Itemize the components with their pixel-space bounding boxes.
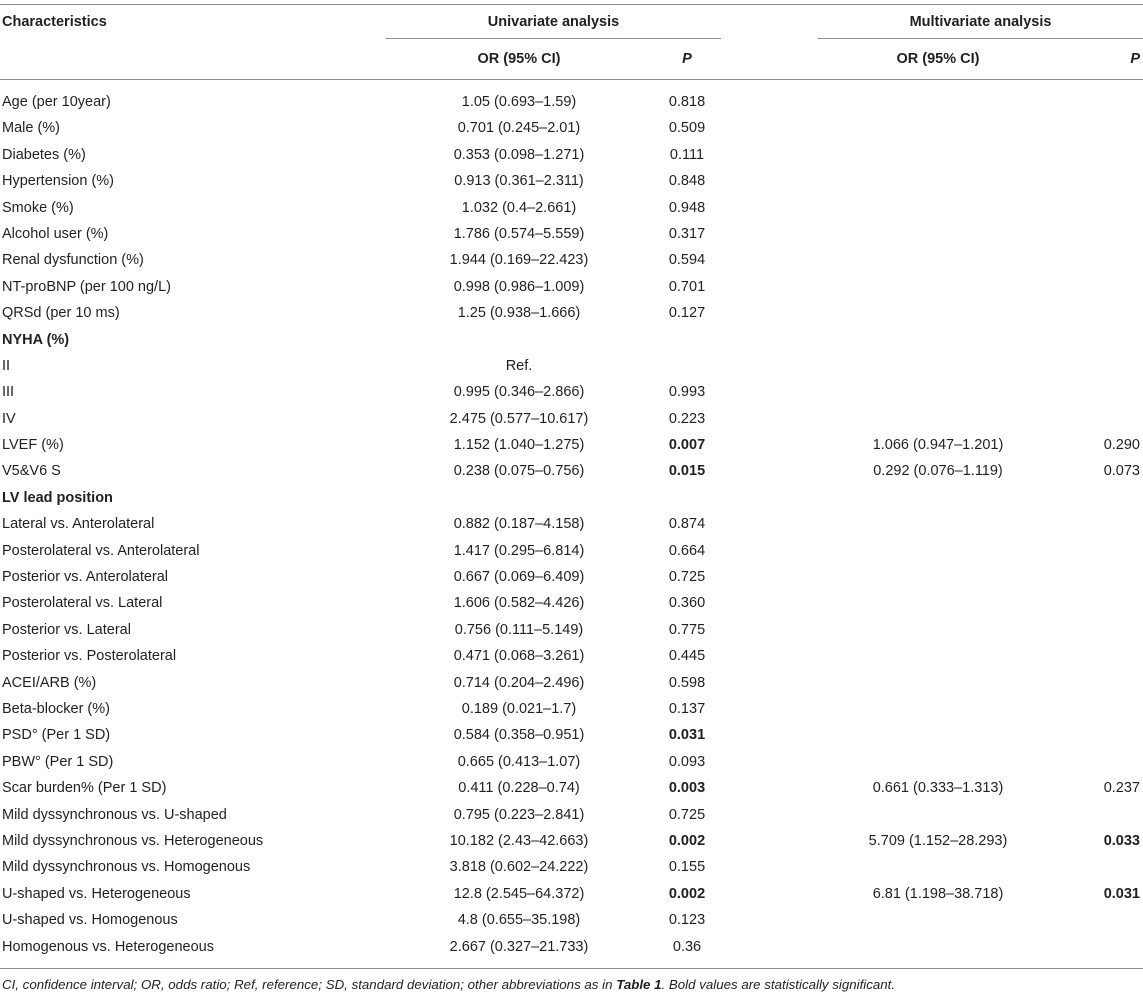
univariate-or-cell: 0.998 (0.986–1.009): [453, 278, 585, 295]
univariate-or-cell: Ref.: [505, 357, 533, 374]
row-label: Homogenous vs. Heterogeneous: [2, 938, 214, 955]
univariate-p-cell: 0.111: [669, 146, 705, 163]
table-row: [0, 223, 1143, 249]
univariate-rule: [386, 38, 721, 39]
univariate-p-cell: 0.093: [668, 753, 706, 770]
row-label: Hypertension (%): [2, 173, 115, 190]
row-label: Mild dyssynchronous vs. Homogenous: [2, 859, 251, 876]
univariate-p-cell: 0.848: [668, 173, 706, 190]
univariate-or-cell: 3.818 (0.602–24.222): [449, 859, 589, 876]
row-label: U-shaped vs. Homogenous: [2, 912, 178, 929]
table-body: [0, 91, 1143, 962]
row-label: NT-proBNP (per 100 ng/L): [2, 278, 171, 295]
table-row: [0, 619, 1143, 645]
table-row: [0, 197, 1143, 223]
row-label: Posterolateral vs. Anterolateral: [2, 542, 200, 559]
header-characteristics: Characteristics: [2, 14, 107, 30]
multivariate-or-cell: 6.81 (1.198–38.718): [872, 885, 1004, 902]
univariate-or-cell: 1.417 (0.295–6.814): [453, 542, 585, 559]
univariate-or-cell: 4.8 (0.655–35.198): [457, 912, 581, 929]
header-multivariate: Multivariate analysis: [909, 14, 1052, 30]
table-row: [0, 355, 1143, 381]
table-row: [0, 698, 1143, 724]
section-row: [0, 329, 1143, 355]
row-label: Posterior vs. Posterolateral: [2, 648, 177, 665]
multivariate-rule: [818, 38, 1143, 39]
multivariate-or-cell: 0.661 (0.333–1.313): [872, 780, 1004, 797]
univariate-p-cell: 0.874: [668, 516, 706, 533]
multivariate-p-cell: 0.033: [1103, 832, 1140, 849]
univariate-p-cell: 0.137: [668, 700, 706, 717]
univariate-or-cell: 0.471 (0.068–3.261): [453, 648, 585, 665]
univariate-p-cell: 0.031: [668, 727, 706, 744]
header-univariate-or: OR (95% CI): [477, 51, 561, 67]
table-row: [0, 724, 1143, 750]
row-label: NYHA (%): [2, 331, 70, 348]
univariate-or-cell: 0.882 (0.187–4.158): [453, 516, 585, 533]
univariate-p-cell: 0.002: [668, 885, 706, 902]
multivariate-or-cell: 5.709 (1.152–28.293): [868, 832, 1008, 849]
univariate-or-cell: 0.353 (0.098–1.271): [453, 146, 585, 163]
row-label: LVEF (%): [2, 437, 64, 454]
table-row: [0, 566, 1143, 592]
table-row: [0, 249, 1143, 275]
row-label: Male (%): [2, 120, 61, 137]
univariate-p-cell: 0.317: [668, 225, 706, 242]
univariate-p-cell: 0.818: [668, 94, 706, 110]
row-label: Beta-blocker (%): [2, 700, 110, 717]
table-bottom-rule: [0, 968, 1143, 969]
univariate-p-cell: 0.015: [668, 463, 706, 480]
table-row: [0, 592, 1143, 618]
header-univariate-p: P: [682, 51, 692, 67]
row-label: IV: [2, 410, 16, 427]
univariate-p-cell: 0.123: [668, 912, 706, 929]
row-label: PSD° (Per 1 SD): [2, 727, 111, 744]
table-footnote: [2, 977, 895, 992]
univariate-or-cell: 0.189 (0.021–1.7): [461, 700, 577, 717]
multivariate-p-cell: 0.031: [1103, 885, 1140, 902]
table-row: [0, 170, 1143, 196]
univariate-or-cell: 0.238 (0.075–0.756): [453, 463, 585, 480]
univariate-p-cell: 0.127: [668, 305, 706, 322]
row-label: V5&V6 S: [2, 463, 61, 480]
univariate-p-cell: 0.36: [672, 938, 702, 955]
table-row: [0, 302, 1143, 328]
multivariate-p-cell: 0.237: [1103, 780, 1140, 797]
row-label: Age (per 10year): [2, 94, 111, 110]
univariate-or-cell: 0.795 (0.223–2.841): [453, 806, 585, 823]
table-row: [0, 381, 1143, 407]
univariate-or-cell: 1.152 (1.040–1.275): [453, 437, 585, 454]
univariate-p-cell: 0.775: [668, 621, 706, 638]
multivariate-p-cell: 0.073: [1103, 463, 1140, 480]
row-label: Smoke (%): [2, 199, 74, 216]
header-univariate: Univariate analysis: [487, 14, 620, 30]
univariate-or-cell: 10.182 (2.43–42.663): [449, 832, 589, 849]
footnote-text-end: . Bold values are statistically significant.: [661, 977, 896, 992]
row-label: III: [2, 384, 15, 401]
footnote-table-ref: Table 1: [616, 977, 662, 992]
row-label: Posterior vs. Lateral: [2, 621, 131, 638]
row-label: U-shaped vs. Heterogeneous: [2, 885, 191, 902]
table-row: [0, 144, 1143, 170]
univariate-or-cell: 1.944 (0.169–22.423): [449, 252, 589, 269]
table-row: [0, 91, 1143, 117]
univariate-p-cell: 0.701: [668, 278, 706, 295]
table-row: [0, 883, 1143, 909]
multivariate-or-cell: 1.066 (0.947–1.201): [872, 437, 1004, 454]
univariate-p-cell: 0.993: [668, 384, 706, 401]
table-row: [0, 460, 1143, 486]
row-label: Lateral vs. Anterolateral: [2, 516, 155, 533]
univariate-p-cell: 0.725: [668, 569, 706, 586]
table-row: [0, 830, 1143, 856]
univariate-or-cell: 0.665 (0.413–1.07): [457, 753, 581, 770]
univariate-p-cell: 0.002: [668, 832, 706, 849]
univariate-p-cell: 0.598: [668, 674, 706, 691]
table-row: [0, 117, 1143, 143]
table-row: [0, 804, 1143, 830]
univariate-or-cell: 0.995 (0.346–2.866): [453, 384, 585, 401]
univariate-or-cell: 0.756 (0.111–5.149): [454, 621, 584, 638]
row-label: Mild dyssynchronous vs. Heterogeneous: [2, 832, 264, 849]
univariate-p-cell: 0.223: [668, 410, 706, 427]
univariate-or-cell: 0.667 (0.069–6.409): [453, 569, 585, 586]
table-top-rule: [0, 4, 1143, 5]
univariate-or-cell: 0.411 (0.228–0.74): [458, 780, 580, 797]
table-row: [0, 540, 1143, 566]
univariate-p-cell: 0.003: [668, 780, 706, 797]
univariate-or-cell: 0.701 (0.245–2.01): [457, 120, 581, 137]
row-label: QRSd (per 10 ms): [2, 305, 120, 322]
table-row: [0, 276, 1143, 302]
header-bottom-rule: [0, 79, 1143, 80]
univariate-p-cell: 0.948: [668, 199, 706, 216]
univariate-p-cell: 0.445: [668, 648, 706, 665]
univariate-or-cell: 0.913 (0.361–2.311): [454, 173, 584, 190]
univariate-or-cell: 2.475 (0.577–10.617): [449, 410, 589, 427]
univariate-p-cell: 0.594: [668, 252, 706, 269]
univariate-or-cell: 1.786 (0.574–5.559): [453, 225, 585, 242]
univariate-or-cell: 1.25 (0.938–1.666): [457, 305, 581, 322]
table-row: [0, 909, 1143, 935]
univariate-p-cell: 0.509: [668, 120, 706, 137]
table-row: [0, 645, 1143, 671]
table-row: [0, 408, 1143, 434]
row-label: Renal dysfunction (%): [2, 252, 144, 269]
row-label: Posterior vs. Anterolateral: [2, 569, 169, 586]
univariate-p-cell: 0.664: [668, 542, 706, 559]
row-label: Diabetes (%): [2, 146, 86, 163]
row-label: LV lead position: [2, 489, 113, 506]
table-row: [0, 936, 1143, 962]
multivariate-p-cell: 0.290: [1103, 437, 1140, 454]
row-label: PBW° (Per 1 SD): [2, 753, 114, 770]
univariate-or-cell: 1.606 (0.582–4.426): [453, 595, 585, 612]
univariate-or-cell: 1.032 (0.4–2.661): [461, 199, 577, 216]
univariate-p-cell: 0.360: [668, 595, 706, 612]
univariate-p-cell: 0.725: [668, 806, 706, 823]
univariate-or-cell: 0.584 (0.358–0.951): [453, 727, 585, 744]
header-multivariate-or: OR (95% CI): [896, 51, 980, 67]
table-row: [0, 513, 1143, 539]
univariate-p-cell: 0.155: [668, 859, 706, 876]
footnote-text: CI, confidence interval; OR, odds ratio; Ref, reference; SD, standard deviation; other abbreviations as in: [2, 977, 617, 992]
univariate-or-cell: 12.8 (2.545–64.372): [453, 885, 585, 902]
table-row: [0, 777, 1143, 803]
univariate-or-cell: 1.05 (0.693–1.59): [461, 94, 577, 110]
table-row: [0, 856, 1143, 882]
header-multivariate-p: P: [1130, 51, 1140, 67]
section-row: [0, 487, 1143, 513]
univariate-or-cell: 0.714 (0.204–2.496): [453, 674, 585, 691]
row-label: Mild dyssynchronous vs. U-shaped: [2, 806, 227, 823]
table-row: [0, 751, 1143, 777]
univariate-or-cell: 2.667 (0.327–21.733): [449, 938, 589, 955]
multivariate-or-cell: 0.292 (0.076–1.119): [873, 463, 1003, 480]
row-label: II: [2, 357, 11, 374]
row-label: Alcohol user (%): [2, 225, 109, 242]
row-label: Scar burden% (Per 1 SD): [2, 780, 167, 797]
univariate-p-cell: 0.007: [668, 437, 706, 454]
table-row: [0, 434, 1143, 460]
row-label: ACEI/ARB (%): [2, 674, 97, 691]
table-row: [0, 672, 1143, 698]
row-label: Posterolateral vs. Lateral: [2, 595, 163, 612]
